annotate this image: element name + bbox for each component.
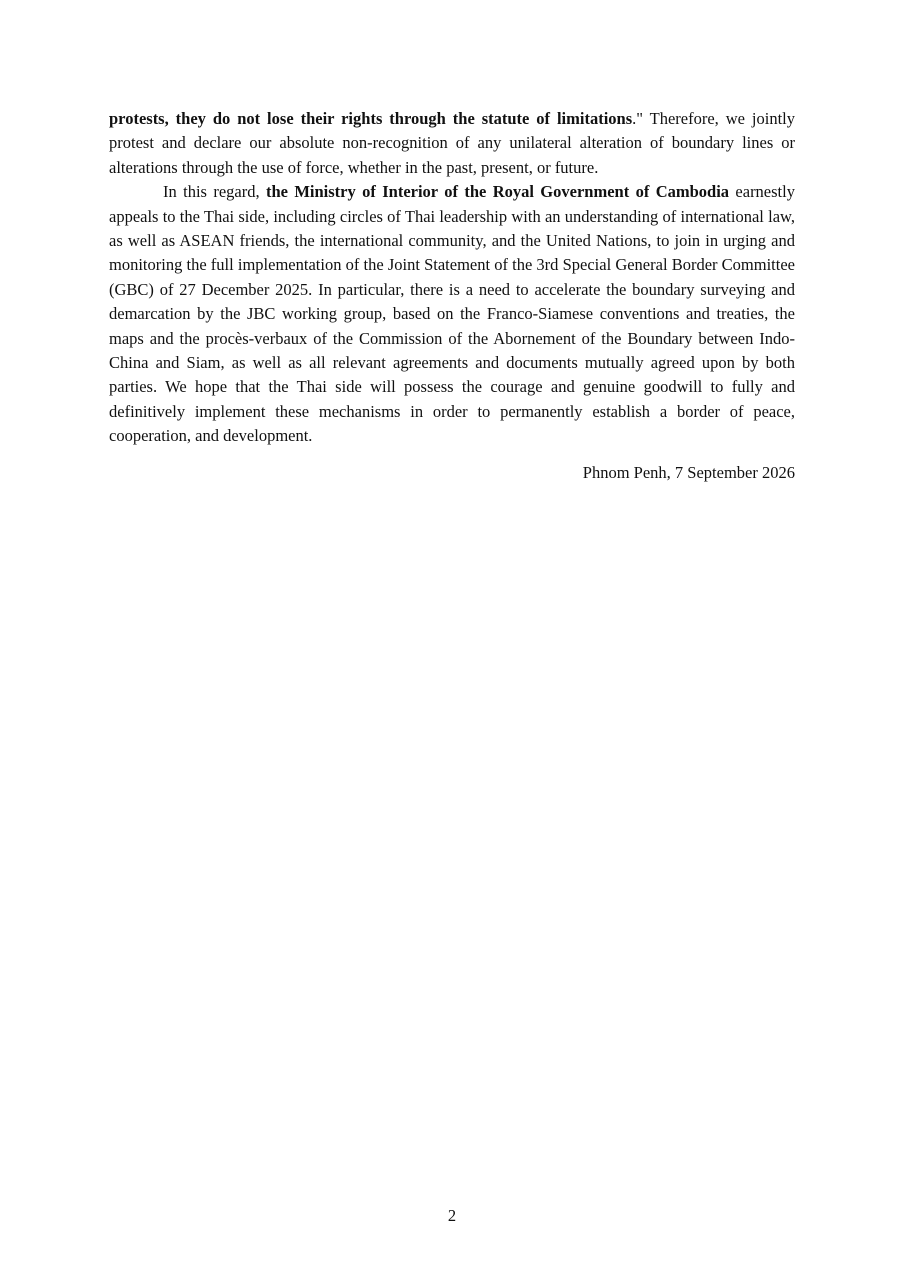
paragraph-text: earnestly appeals to the Thai side, including circles of Thai leadership with an understanding of international law, as well as ASEAN friends, the international community, and the United Nations, to join in urging and monitoring the full implementation of the Joint Statement of the 3rd Special General Border Committee (GBC) of 27 December 2025. In particular, there is a need to accelerate the boundary surveying and demarcation by the JBC working group, based on the Franco-Siamese conventions and treaties, the maps and the procès-verbaux of the Commission of the Abornement of the Boundary between Indo-China and Siam, as well as all relevant agreements and documents mutually agreed upon by both parties. We hope that the Thai side will possess the courage and genuine goodwill to fully and definitively implement these mechanisms in order to permanently establish a border of peace, cooperation, and development. — [109, 182, 795, 446]
paragraph-continuation — [109, 107, 795, 180]
document-body — [109, 107, 795, 485]
paragraph-intro: In this regard, — [163, 182, 266, 202]
ministry-name-bold: the Ministry of Interior of the Royal Government of Cambodia — [265, 182, 730, 202]
paragraph-text: ." Therefore, we jointly protest and declare our absolute non-recognition of any unilateral alteration of boundary lines or alterations through the use of force, whether in the past, present, or future. — [109, 109, 796, 177]
page-number: 2 — [447, 1206, 457, 1225]
paragraph-appeal — [109, 180, 795, 448]
bold-lead-text: protests, they do not lose their rights through the statute of limitations — [109, 109, 633, 128]
place-and-date: Phnom Penh, 7 September 2026 — [582, 462, 795, 482]
